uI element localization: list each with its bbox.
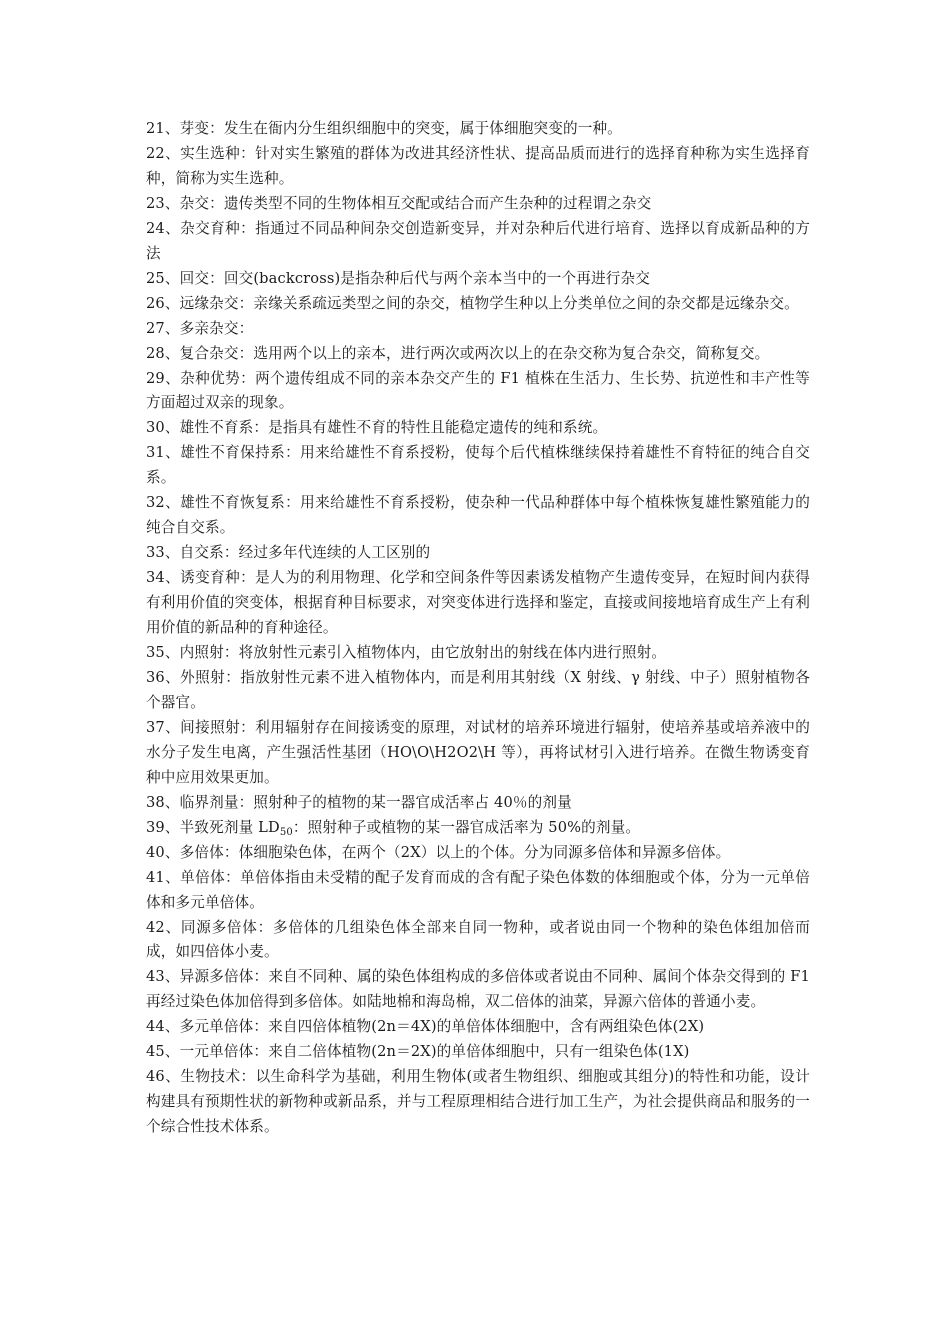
term-entry-22: 22、实生选种：针对实生繁殖的群体为改进其经济性状、提高品质而进行的选择育种称为实生选择育种，简称为实生选种。 (146, 144, 810, 187)
term-entry-35: 35、内照射：将放射性元素引入植物体内，由它放射出的射线在体内进行照射。 (146, 644, 667, 662)
term-entry-42: 42、同源多倍体：多倍体的几组染色体全部来自同一物种，或者说由同一个物种的染色体组加倍而成，如四倍体小麦。 (146, 918, 810, 961)
term-entry-40: 40、多倍体：体细胞染色体，在两个（2X）以上的个体。分为同源多倍体和异源多倍体。 (146, 843, 731, 861)
term-entry-29: 29、杂种优势：两个遗传组成不同的亲本杂交产生的 F1 植株在生活力、生长势、抗逆性和丰产性等方面超过双亲的现象。 (146, 369, 810, 412)
term-entry-34: 34、诱变育种：是人为的利用物理、化学和空间条件等因素诱发植物产生遗传变异，在短时间内获得有利用价值的突变体，根据育种目标要求，对突变体进行选择和鉴定，直接或间接地培育成生产上有利用价值的新品种的育种途径。 (146, 569, 810, 637)
term-entry-38: 38、临界剂量：照射种子的植物的某一器官成活率占 40％的剂量 (146, 793, 572, 811)
term-entry-26: 26、远缘杂交：亲缘关系疏远类型之间的杂交，植物学生种以上分类单位之间的杂交都是远缘杂交。 (146, 294, 799, 312)
term-entry-39-subscript: 50 (279, 826, 293, 838)
term-entry-28: 28、复合杂交：选用两个以上的亲本，进行两次或两次以上的在杂交称为复合杂交，简称复交。 (146, 344, 770, 362)
term-entry-36: 36、外照射：指放射性元素不进入植物体内，而是利用其射线（X 射线、γ 射线、中子）照射植物各个器官。 (146, 668, 810, 711)
term-entry-32: 32、雄性不育恢复系：用来给雄性不育系授粉，使杂种一代品种群体中每个植株恢复雄性繁殖能力的纯合自交系。 (146, 494, 810, 537)
term-entry-25: 25、回交：回交(backcross)是指杂种后代与两个亲本当中的一个再进行杂交 (146, 269, 650, 287)
term-entry-39-pre: 39、半致死剂量 LD (146, 818, 280, 836)
document-body (146, 117, 810, 1140)
term-entry-31: 31、雄性不育保持系：用来给雄性不育系授粉，使每个后代植株继续保持着雄性不育特征的纯合自交系。 (146, 444, 810, 487)
term-entry-37: 37、间接照射：利用辐射存在间接诱变的原理，对试材的培养环境进行辐射，使培养基或培养液中的水分子发生电离，产生强活性基团（HO\O\H2O2\H 等），再将试材引入进行培养。在微生物诱变育种中应用效果更加。 (146, 718, 810, 786)
term-entry-41: 41、单倍体：单倍体指由未受精的配子发育而成的含有配子染色体数的体细胞或个体，分为一元单倍体和多元单倍体。 (146, 868, 810, 911)
term-entry-39-post: ：照射种子或植物的某一器官成活率为 50%的剂量。 (292, 818, 641, 836)
term-entry-44: 44、多元单倍体：来自四倍体植物(2n＝4X)的单倍体体细胞中，含有两组染色体(2X) (146, 1018, 705, 1036)
term-entry-33: 33、自交系：经过多年代连续的人工区别的 (146, 544, 431, 562)
term-entry-24: 24、杂交育种：指通过不同品种间杂交创造新变异，并对杂种后代进行培育、选择以育成新品种的方法 (146, 219, 810, 262)
term-entry-23: 23、杂交：遗传类型不同的生物体相互交配或结合而产生杂种的过程谓之杂交 (146, 194, 652, 212)
term-entry-45: 45、一元单倍体：来自二倍体植物(2n＝2X)的单倍体细胞中，只有一组染色体(1X) (146, 1043, 690, 1061)
term-entry-21: 21、芽变：发生在衙内分生组织细胞中的突变，属于体细胞突变的一种。 (146, 120, 622, 137)
term-entry-43: 43、异源多倍体：来自不同种、属的染色体组构成的多倍体或者说由不同种、属间个体杂交得到的 F1 再经过染色体加倍得到多倍体。如陆地棉和海岛棉，双二倍体的油菜，异源六倍体的普通小麦。 (146, 968, 810, 1011)
term-entry-46: 46、生物技术：以生命科学为基础，利用生物体(或者生物组织、细胞或其组分)的特性和功能，设计构建具有预期性状的新物种或新品系，并与工程原理相结合进行加工生产，为社会提供商品和服务的一个综合性技术体系。 (146, 1068, 810, 1136)
term-entry-27: 27、多亲杂交： (146, 319, 254, 337)
term-entry-39 (146, 816, 810, 841)
term-entry-30: 30、雄性不育系：是指具有雄性不育的特性且能稳定遗传的纯和系统。 (146, 419, 608, 437)
